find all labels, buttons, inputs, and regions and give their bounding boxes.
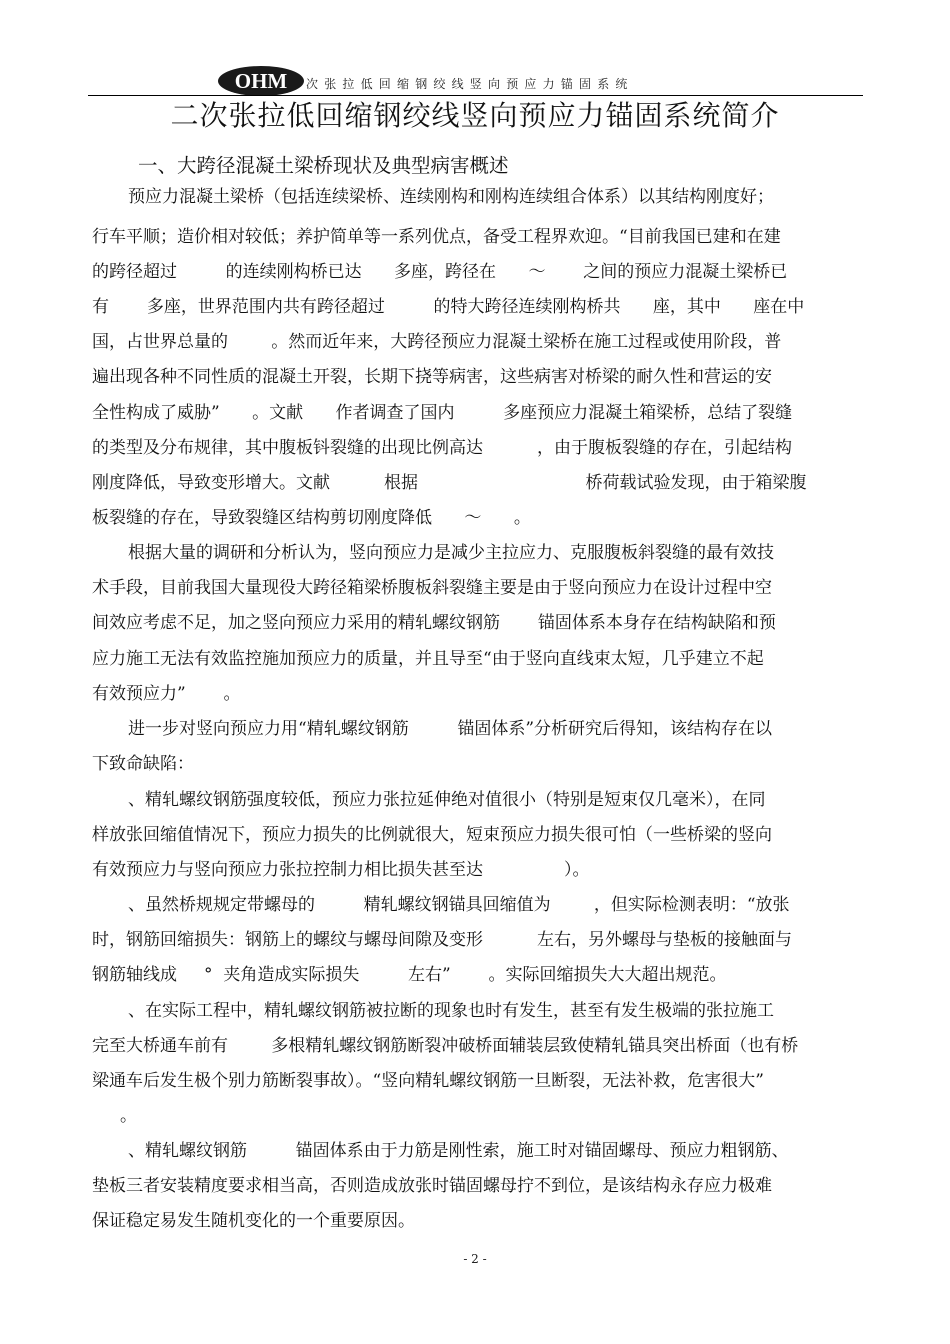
text-line: 预应力混凝土梁桥（包括连续梁桥、连续刚构和刚构连续组合体系）以其结构刚度好； xyxy=(128,187,774,207)
text-line: 下致命缺陷： xyxy=(92,754,194,774)
text-line: 遍出现各种不同性质的混凝土开裂，长期下挠等病害，这些病害对桥梁的耐久性和营运的安 xyxy=(92,367,772,387)
text-line: 垫板三者安装精度要求相当高，否则造成放张时锚固螺母拧不到位，是该结构永存应力极难 xyxy=(92,1176,772,1196)
text-line: 、精轧螺纹钢筋强度较低，预应力张拉延伸绝对值很小（特别是短束仅几毫米），在同 xyxy=(128,790,766,810)
text-line: 行车平顺；造价相对较低；养护简单等一系列优点，备受工程界欢迎。“目前我国已建和在建 xyxy=(92,227,781,247)
text-line: 国，占世界总量的 。然而近年来，大跨径预应力混凝土梁桥在施工过程或使用阶段，普 xyxy=(92,332,782,352)
text-line: 间效应考虑不足，加之竖向预应力采用的精轧螺纹钢筋 锚固体系本身存在结构缺陷和预 xyxy=(92,613,776,633)
text-line: 的类型及分布规律，其中腹板钭裂缝的出现比例高达 ，由于腹板裂缝的存在，引起结构 xyxy=(92,438,793,458)
text-line: 进一步对竖向预应力用“精轧螺纹钢筋 锚固体系”分析研究后得知，该结构存在以 xyxy=(128,719,773,739)
text-line: 有效预应力” 。 xyxy=(92,684,241,704)
text-line: 术手段，目前我国大量现役大跨径箱梁桥腹板斜裂缝主要是由于竖向预应力在设计过程中空 xyxy=(92,578,772,598)
text-line: 的跨径超过 的连续刚构桥已达 多座，跨径在 ～ 之间的预应力混凝土梁桥已 xyxy=(92,262,788,282)
text-line: 时，钢筋回缩损失：钢筋上的螺纹与螺母间隙及变形 左右，另外螺母与垫板的接触面与 xyxy=(92,930,793,950)
ohm-logo: OHM xyxy=(218,66,304,96)
text-line: 保证稳定易发生随机变化的一个重要原因。 xyxy=(92,1211,415,1231)
text-line: 完至大桥通车前有 多根精轧螺纹钢筋断裂冲破桥面辅装层致使精轧锚具突出桥面（也有桥 xyxy=(92,1036,799,1056)
text-line: 梁通车后发生极个别力筋断裂事故）。“竖向精轧螺纹钢筋一旦断裂，无法补救，危害很大” xyxy=(92,1071,764,1091)
page-number: - 2 - xyxy=(463,1252,487,1266)
text-line: 应力施工无法有效监控施加预应力的质量，并且导至“由于竖向直线束太短，几乎建立不起 xyxy=(92,649,764,669)
text-line: 板裂缝的存在，导致裂缝区结构剪切刚度降低 ～ 。 xyxy=(92,508,531,528)
text-line: 刚度降低，导致变形增大。文献 根据 桥荷载试验发现，由于箱梁腹 xyxy=(92,473,807,493)
text-line: 、在实际工程中，精轧螺纹钢筋被拉断的现象也时有发生，甚至有发生极端的张拉施工 xyxy=(128,1001,774,1021)
text-line: 有效预应力与竖向预应力张拉控制力相比损失甚至达 ）。 xyxy=(92,860,590,880)
text-line: 、虽然桥规规定带螺母的 精轧螺纹钢锚具回缩值为 ，但实际检测表明：“放张 xyxy=(128,895,790,915)
text-line: 钢筋轴线成 ° 夹角造成实际损失 左右” 。实际回缩损失大大超出规范。 xyxy=(92,965,727,985)
text-line: 。 xyxy=(120,1106,137,1126)
text-line: 、精轧螺纹钢筋 锚固体系由于力筋是刚性索，施工时对锚固螺母、预应力粗钢筋、 xyxy=(128,1141,789,1161)
text-line: 根据大量的调研和分析认为，竖向预应力是减少主拉应力、克服腹板斜裂缝的最有效技 xyxy=(128,543,774,563)
text-line: 有 多座，世界范围内共有跨径超过 的特大跨径连续刚构桥共 座，其中 座在中 xyxy=(92,297,805,317)
running-title: 次张拉低回缩钢绞线竖向预应力锚固系统 xyxy=(306,77,634,91)
document-title: 二次张拉低回缩钢绞线竖向预应力锚固系统简介 xyxy=(170,99,780,132)
section-heading: 一、大跨径混凝土梁桥现状及典型病害概述 xyxy=(138,154,509,177)
text-line: 样放张回缩值情况下，预应力损失的比例就很大，短束预应力损失很可怕（一些桥梁的竖向 xyxy=(92,825,772,845)
text-line: 全性构成了威胁” 。文献 作者调查了国内 多座预应力混凝土箱梁桥，总结了裂缝 xyxy=(92,403,793,423)
